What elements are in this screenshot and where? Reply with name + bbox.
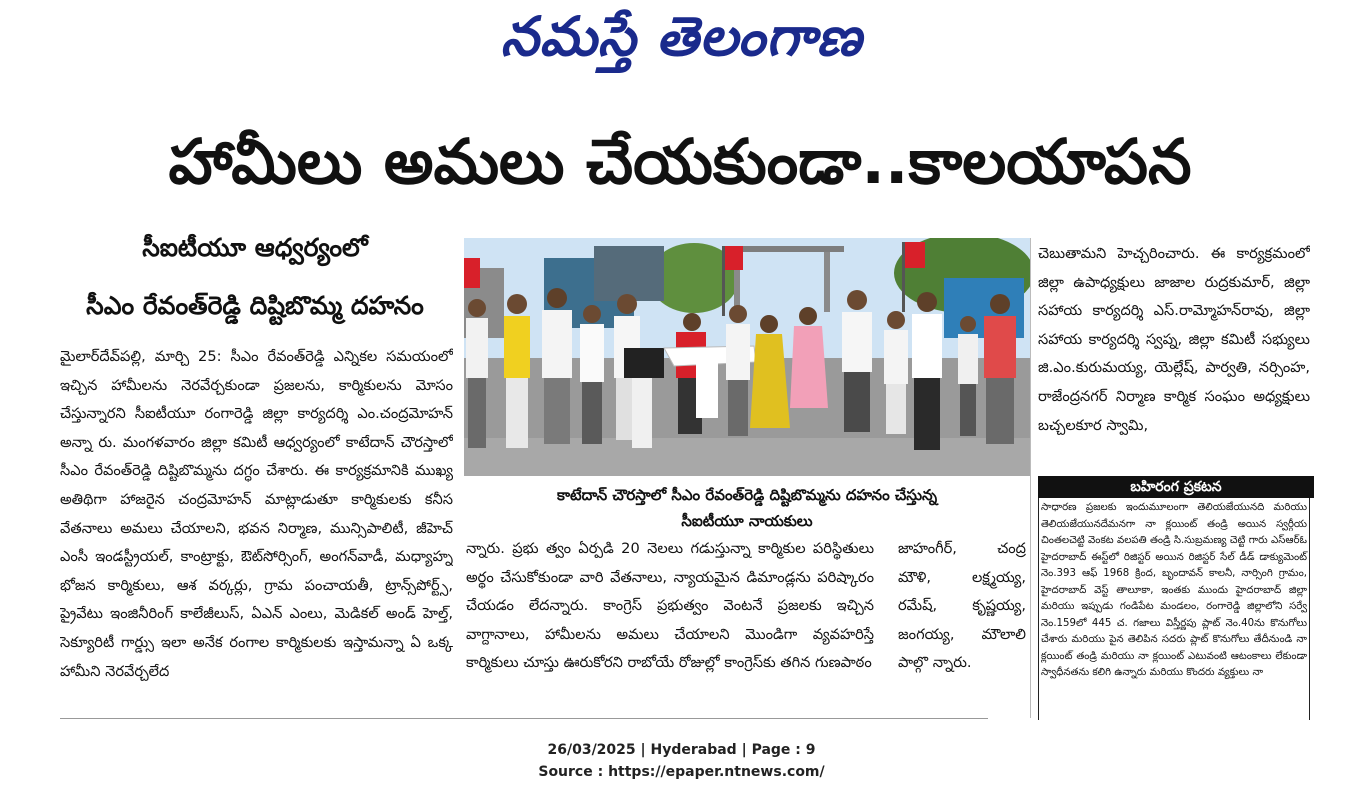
article-column-middle-right [898,535,1026,705]
photo-caption [464,482,1030,534]
article-text-middle: న్నారు. ప్రభు త్వం ఏర్పడి 20 నెలలు గడుస్తున్నా కార్మికుల పరిస్థితులు అర్థం చేసుకోకుండా వారి వేతనాలు, న్యాయమైన డిమాండ్లను పరిష్కారం చేయడం లేదన్నారు. కాంగ్రెస్ ప్రభుత్వం వెంటనే ప్రజలకు ఇచ్చిన వాగ్దానాలు, హామీలను అమలు చేయాలని మొండిగా వ్యవహరిస్తే కార్మికులు చూస్తు ఊరుకోరని రాబోయే రోజుల్లో కాంగ్రెస్‌కు తగిన గుణపాఠం [466,540,874,672]
footer-date-page: 26/03/2025 | Hyderabad | Page : 9 [547,742,816,758]
subheading-1: సీఐటీయూ ఆధ్వర్యంలో [142,233,368,262]
photo-scene [464,238,1030,476]
photo-caption-line-2: సీఐటీయూ నాయకులు [681,512,813,530]
bottom-rule [60,718,988,719]
article-text-left: మైలార్‌దేవ్‌పల్లి, మార్చి 25: సీఎం రేవంత్‌రెడ్డి ఎన్నికల సమయంలో ఇచ్చిన హామీలను నెరవేర్చకుండా ప్రజలను, కార్మికులను మోసం చేస్తున్నారని సీఐటీయూ రంగారెడ్డి జిల్లా కార్యదర్శి ఎం.చంద్రమోహన్ అన్నా రు. మంగళవారం జిల్లా కమిటీ ఆధ్వర్యంలో కాటేదాన్ చౌరస్తాలో సీఎం రేవంత్‌రెడ్డి దిష్టిబొమ్మను దగ్ధం చేశారు. ఈ కార్యక్రమానికి ముఖ్య అతిథిగా హాజరైన చంద్రమోహన్ మాట్లాడుతూ కార్మికులకు కనీస వేతనాలు అమలు చేయాలని, భవన నిర్మాణ, మున్సిపాలిటీ, జీహెచ్ ఎంసీ ఇండస్ట్రీయల్, కాంట్రాక్టు, ఔట్‌సోర్సింగ్, అంగన్‌వాడీ, మధ్యాహ్న భోజన కార్మికులు, ఆశ వర్కర్లు, గ్రామ పంచాయతీ, ట్రాన్స్‌పోర్ట్స్, ప్రైవేటు ఇంజినీరింగ్ కాలేజీలుస్, ఏఎన్ ఎంలు, మెడికల్ అండ్ హెల్త్, సెక్యూరిటీ గార్డ్సు ఇలా అనేక రంగాల కార్మికులకు ఇస్తామన్నా ఏ ఒక్క హామీని నెరవేర్చలేద [60,348,453,680]
subheading-2: సీఎం రేవంత్‌రెడ్డి దిష్టిబొమ్మ దహనం [86,291,424,320]
column-divider [1030,238,1031,718]
article-column-middle [466,535,874,705]
advert-box [1038,498,1310,720]
article-column-left [60,343,453,708]
photo-caption-line-1: కాటేదాన్ చౌరస్తాలో సీఎం రేవంత్‌రెడ్డి దిష్టిబొమ్మను దహనం చేస్తున్న [556,486,938,504]
advert-title: బహిరంగ ప్రకటన [1038,476,1314,498]
headline: హామీలు అమలు చేయకుండా..కాలయాపన [168,125,1192,198]
footer-source: Source : https://epaper.ntnews.com/ [538,764,825,780]
advert-body: సాధారణ ప్రజలకు ఇందుమూలంగా తెలియజేయునది మరియు తెలియజేయునదేమనగా నా క్లయింట్ తండ్రి అయిన స్వర్గీయ చింతలచెట్టి వెంకట వలపతి తండ్రి సి.సుబ్రమణ్య చెట్టి గారు ఎస్‌ఆర్‌ఓ హైదరాబాద్ ఈస్ట్‌లో రిజిస్టర్ అయిన రిజిస్టర్ సేల్ డీడ్ డాక్యుమెంట్ నెం.393 ఆఫ్ 1968 క్రింద, బృందావన్ కాలనీ, నార్సింగి గ్రామం, హైదరాబాద్ వెస్ట్ తాలూకా, ఇంతకు ముందు హైదరాబాద్ జిల్లా మరియు ఇప్పుడు గండిపేట మండలం, రంగారెడ్డి జిల్లాలోని సర్వే నెం.159లో 445 చ. గజాలు విస్తీర్ణపు ప్లాట్ నెం.40ను కొనుగోలు చేశారు మరియు పైన తెలిపిన సదరు ప్లాట్ కొనుగోలు తేదీనుండి నా క్లయింట్ తండ్రి మరియు నా క్లయింట్ ఎటువంటి ఆటంకాలు లేకుండా స్వాధీనతను కలిగి ఉన్నారు మరియు కొందరు వ్యక్తులు నా [1041,502,1307,678]
news-photo [464,238,1030,476]
article-column-right [1038,240,1310,470]
article-text-right: చెబుతామని హెచ్చరించారు. ఈ కార్యక్రమంలో జిల్లా ఉపాధ్యక్షులు జాజాల రుద్రకుమార్, జిల్లా సహాయ కార్యదర్శి ఎస్.రామ్మోహన్‌రావు, జిల్లా సహాయ కార్యదర్శి స్వప్న, జిల్లా కమిటీ సభ్యులు జి.ఎం.కురుమయ్య, యెల్లేష్, పార్వతి, నర్సింహ, రాజేంద్రనగర్ నిర్మాణ కార్మిక సంఘం అధ్యక్షులు బచ్చలకూర స్వామి, [1038,245,1310,434]
masthead-logo: నమస్తే తెలంగాణ [500,5,863,68]
article-text-middle-right: జాహంగీర్, చంద్ర మౌళి, లక్ష్మయ్య, రమేష్, కృష్ణయ్య, జంగయ్య, మౌలాలి పాల్గొ న్నారు. [898,540,1026,672]
